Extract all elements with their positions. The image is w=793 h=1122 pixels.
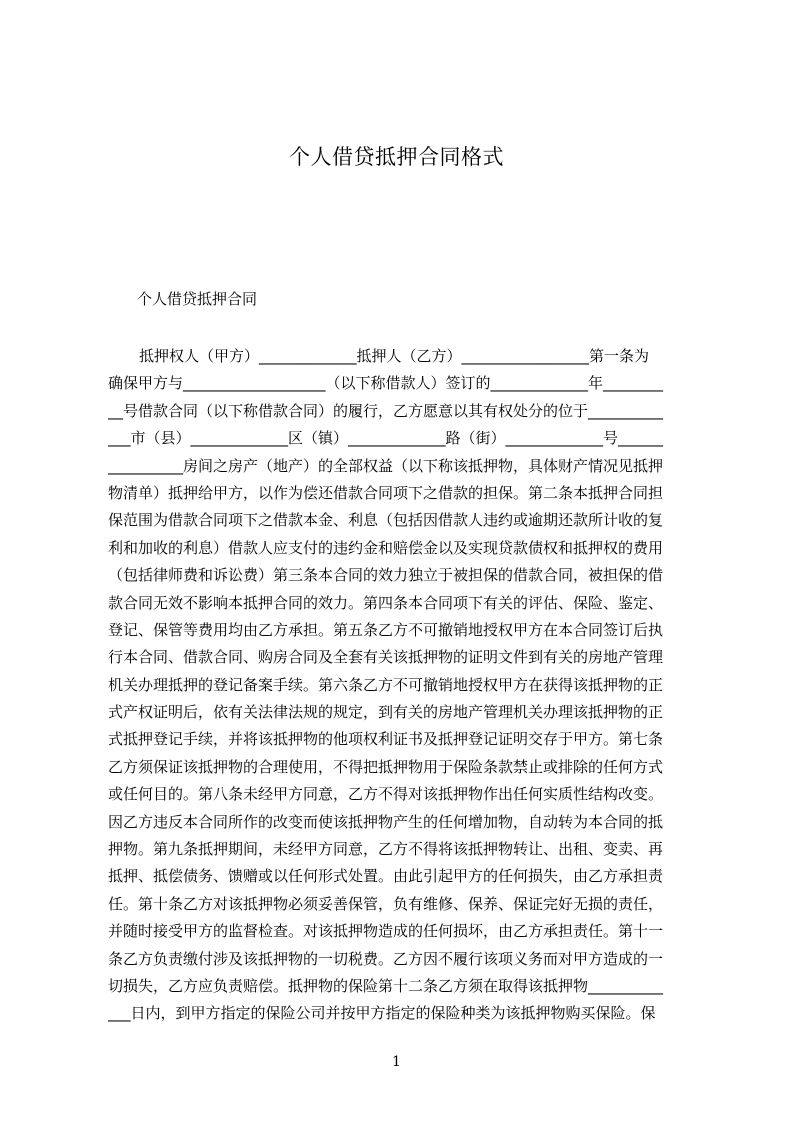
body-line: 保范围为借款合同项下之借款本金、利息（包括因借款人违约或逾期还款所计收的复 <box>108 511 664 530</box>
body-line: 抵押、抵偿债务、馈赠或以任何形式处置。由此引起甲方的任何损失，由乙方承担责 <box>108 867 664 886</box>
contract-body <box>108 343 701 1028</box>
body-line: 行本合同、借款合同、购房合同及全套有关该抵押物的证明文件到有关的房地产管理 <box>108 648 664 667</box>
document-subtitle: 个人借贷抵押合同 <box>137 290 258 308</box>
page-number: 1 <box>392 1054 401 1070</box>
body-line: ___市（县）_____________区（镇）_____________路（街）_____________号______ <box>108 429 664 448</box>
body-line: ___日内，到甲方指定的保险公司并按甲方指定的保险种类为该抵押物购买保险。保 <box>108 1004 656 1023</box>
body-line: 押物。第九条抵押期间，未经甲方同意，乙方不得将该抵押物转让、出租、变卖、再 <box>108 840 664 859</box>
body-line: 并随时接受甲方的监督检查。对该抵押物造成的任何损坏，由乙方承担责任。第十一 <box>108 922 664 941</box>
body-line: 机关办理抵押的登记备案手续。第六条乙方不可撤销地授权甲方在获得该抵押物的正 <box>108 675 664 694</box>
body-line: 确保甲方与___________________（以下称借款人）签订的_____________年________ <box>108 374 664 393</box>
body-line: 登记、保管等费用均由乙方承担。第五条乙方不可撤销地授权甲方在本合同签订后执 <box>108 620 664 639</box>
body-line: 式产权证明后，依有关法律法规的规定，到有关的房地产管理机关办理该抵押物的正 <box>108 703 664 722</box>
body-line: 切损失，乙方应负责赔偿。抵押物的保险第十二条乙方须在取得该抵押物__________ <box>108 976 664 995</box>
body-line: 或任何目的。第八条未经甲方同意，乙方不得对该抵押物作出任何实质性结构改变。 <box>108 785 664 804</box>
body-line: __号借款合同（以下称借款合同）的履行，乙方愿意以其有权处分的位于__________ <box>108 401 664 420</box>
body-line: 款合同无效不影响本抵押合同的效力。第四条本合同项下有关的评估、保险、鉴定、 <box>108 593 664 612</box>
body-line: 乙方须保证该抵押物的合理使用，不得把抵押物用于保险条款禁止或排除的任何方式 <box>108 757 664 776</box>
body-line: （包括律师费和诉讼费）第三条本合同的效力独立于被担保的借款合同，被担保的借 <box>108 566 664 585</box>
body-line: 物清单）抵押给甲方，以作为偿还借款合同项下之借款的担保。第二条本抵押合同担 <box>108 483 664 502</box>
body-line: __________房间之房产（地产）的全部权益（以下称该抵押物，具体财产情况见抵押 <box>108 456 664 475</box>
body-line: 利和加收的利息）借款人应支付的违约金和赔偿金以及实现贷款债权和抵押权的费用 <box>108 538 664 557</box>
body-line: 式抵押登记手续，并将该抵押物的他项权利证书及抵押登记证明交存于甲方。第七条 <box>108 730 664 749</box>
body-line: 因乙方违反本合同所作的改变而使该抵押物产生的任何增加物，自动转为本合同的抵 <box>108 812 664 831</box>
document-title: 个人借贷抵押合同格式 <box>289 145 504 169</box>
body-line: 任。第十条乙方对该抵押物必须妥善保管，负有维修、保养、保证完好无损的责任， <box>108 894 664 913</box>
body-line: 抵押权人（甲方）_____________抵押人（乙方）_________________第一条为 <box>139 347 650 365</box>
body-line: 条乙方负责缴付涉及该抵押物的一切税费。乙方因不履行该项义务而对甲方造成的一 <box>108 949 664 968</box>
